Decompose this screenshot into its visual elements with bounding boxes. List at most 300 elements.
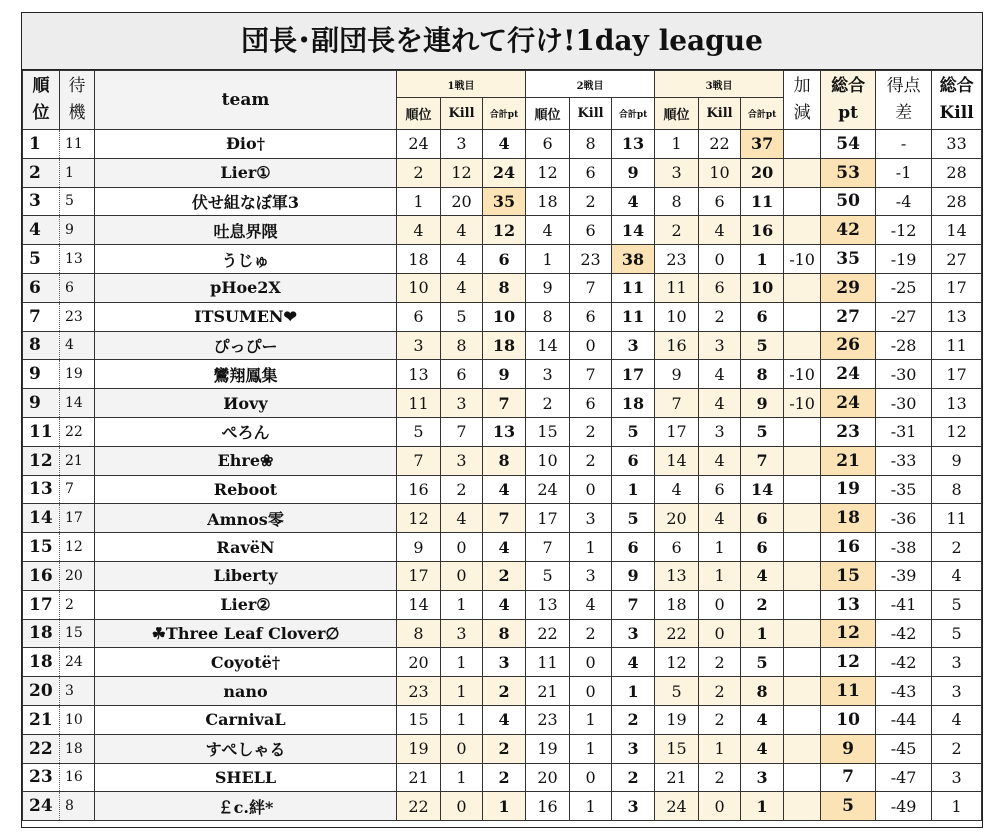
r1-kill-cell: 4 (441, 245, 483, 274)
r2-total-cell: 2 (612, 763, 655, 792)
r3-kill-cell: 4 (699, 446, 741, 475)
team-cell: CarnivaL (95, 705, 397, 734)
r2-kill-cell: 1 (570, 734, 612, 763)
table-row (23, 763, 982, 792)
adjust-cell (784, 331, 821, 360)
r3-rank-cell: 11 (655, 273, 699, 302)
r3-rank-cell: 2 (655, 216, 699, 245)
total-kill-cell: 2 (932, 533, 982, 562)
total-kill-cell: 33 (932, 130, 982, 159)
wait-cell: 18 (60, 734, 95, 763)
total-kill-cell: 27 (932, 245, 982, 274)
r2-total-cell: 6 (612, 446, 655, 475)
r2-total-cell: 5 (612, 417, 655, 446)
diff-cell: -33 (876, 446, 932, 475)
table-row (23, 648, 982, 677)
total-kill-cell: 13 (932, 302, 982, 331)
r1-kill-cell: 5 (441, 302, 483, 331)
r2-kill-cell: 7 (570, 360, 612, 389)
total-pt-cell: 26 (821, 331, 876, 360)
r1-total-cell: 4 (483, 475, 526, 504)
diff-cell: -25 (876, 273, 932, 302)
r1-total-cell: 18 (483, 331, 526, 360)
table-row (23, 389, 982, 418)
r2-total-cell: 6 (612, 533, 655, 562)
r1-rank-cell: 21 (397, 763, 441, 792)
header-r2-total: 合計pt (612, 98, 655, 130)
total-kill-cell: 9 (932, 446, 982, 475)
diff-cell: -38 (876, 533, 932, 562)
r2-rank-cell: 10 (526, 446, 570, 475)
standings-table (22, 70, 982, 821)
r1-rank-cell: 23 (397, 677, 441, 706)
rank-cell: 3 (23, 187, 60, 216)
r2-kill-cell: 3 (570, 504, 612, 533)
diff-cell: -4 (876, 187, 932, 216)
r1-total-cell: 9 (483, 360, 526, 389)
table-row (23, 158, 982, 187)
r3-kill-cell: 4 (699, 504, 741, 533)
header-adjust: 加 減 (784, 71, 821, 130)
r2-total-cell: 4 (612, 648, 655, 677)
adjust-cell (784, 273, 821, 302)
total-pt-cell: 11 (821, 677, 876, 706)
r1-total-cell: 8 (483, 273, 526, 302)
r2-kill-cell: 1 (570, 705, 612, 734)
adjust-cell: -10 (784, 389, 821, 418)
wait-cell: 4 (60, 331, 95, 360)
rank-cell: 7 (23, 302, 60, 331)
r3-kill-cell: 1 (699, 734, 741, 763)
r2-rank-cell: 2 (526, 389, 570, 418)
diff-cell: -1 (876, 158, 932, 187)
table-row (23, 417, 982, 446)
r1-rank-cell: 14 (397, 590, 441, 619)
total-kill-cell: 12 (932, 417, 982, 446)
r1-rank-cell: 1 (397, 187, 441, 216)
r1-rank-cell: 15 (397, 705, 441, 734)
r1-kill-cell: 20 (441, 187, 483, 216)
diff-cell: -47 (876, 763, 932, 792)
diff-cell: -35 (876, 475, 932, 504)
table-row (23, 130, 982, 159)
r3-total-cell: 1 (741, 619, 784, 648)
header-r1-rank: 順位 (397, 98, 441, 130)
r1-total-cell: 6 (483, 245, 526, 274)
r3-kill-cell: 3 (699, 331, 741, 360)
r3-rank-cell: 20 (655, 504, 699, 533)
diff-cell: -39 (876, 561, 932, 590)
r2-rank-cell: 16 (526, 792, 570, 821)
team-cell: ぴっぴー (95, 331, 397, 360)
r3-total-cell: 14 (741, 475, 784, 504)
header-r1-kill: Kill (441, 98, 483, 130)
r2-rank-cell: 19 (526, 734, 570, 763)
r2-kill-cell: 2 (570, 446, 612, 475)
r2-rank-cell: 4 (526, 216, 570, 245)
r2-total-cell: 7 (612, 590, 655, 619)
adjust-cell (784, 792, 821, 821)
table-row (23, 302, 982, 331)
r3-rank-cell: 10 (655, 302, 699, 331)
r3-total-cell: 5 (741, 648, 784, 677)
r1-rank-cell: 7 (397, 446, 441, 475)
header-round2: 2戦目 (526, 71, 655, 98)
diff-cell: -36 (876, 504, 932, 533)
r1-rank-cell: 12 (397, 504, 441, 533)
total-kill-cell: 13 (932, 389, 982, 418)
team-cell: Lier② (95, 590, 397, 619)
r1-kill-cell: 0 (441, 792, 483, 821)
r1-rank-cell: 11 (397, 389, 441, 418)
r2-rank-cell: 11 (526, 648, 570, 677)
r2-rank-cell: 13 (526, 590, 570, 619)
r1-total-cell: 4 (483, 130, 526, 159)
r3-total-cell: 9 (741, 389, 784, 418)
total-kill-cell: 11 (932, 331, 982, 360)
r2-total-cell: 11 (612, 302, 655, 331)
r3-kill-cell: 2 (699, 763, 741, 792)
r3-rank-cell: 1 (655, 130, 699, 159)
rank-cell: 17 (23, 590, 60, 619)
rank-cell: 23 (23, 763, 60, 792)
total-pt-cell: 10 (821, 705, 876, 734)
total-kill-cell: 28 (932, 158, 982, 187)
wait-cell: 17 (60, 504, 95, 533)
header-r1-total: 合計pt (483, 98, 526, 130)
total-kill-cell: 17 (932, 360, 982, 389)
r2-kill-cell: 0 (570, 475, 612, 504)
diff-cell: -30 (876, 360, 932, 389)
r2-total-cell: 1 (612, 475, 655, 504)
team-cell: RavëN (95, 533, 397, 562)
r2-kill-cell: 23 (570, 245, 612, 274)
r2-rank-cell: 7 (526, 533, 570, 562)
r1-rank-cell: 9 (397, 533, 441, 562)
total-pt-cell: 24 (821, 360, 876, 389)
r2-kill-cell: 1 (570, 533, 612, 562)
r1-rank-cell: 13 (397, 360, 441, 389)
r1-total-cell: 24 (483, 158, 526, 187)
r3-total-cell: 10 (741, 273, 784, 302)
diff-cell: -30 (876, 389, 932, 418)
r3-rank-cell: 15 (655, 734, 699, 763)
r3-total-cell: 1 (741, 245, 784, 274)
r1-kill-cell: 3 (441, 619, 483, 648)
total-kill-cell: 17 (932, 273, 982, 302)
rank-cell: 1 (23, 130, 60, 159)
r3-rank-cell: 5 (655, 677, 699, 706)
team-cell: ☘Three Leaf Clover∅ (95, 619, 397, 648)
team-cell: Ðio† (95, 130, 397, 159)
team-cell: 鸞翔鳳集 (95, 360, 397, 389)
rank-cell: 11 (23, 417, 60, 446)
r1-rank-cell: 5 (397, 417, 441, 446)
r1-rank-cell: 24 (397, 130, 441, 159)
total-pt-cell: 23 (821, 417, 876, 446)
r2-rank-cell: 8 (526, 302, 570, 331)
total-kill-cell: 3 (932, 648, 982, 677)
rank-cell: 13 (23, 475, 60, 504)
r2-rank-cell: 22 (526, 619, 570, 648)
r3-rank-cell: 19 (655, 705, 699, 734)
rank-cell: 14 (23, 504, 60, 533)
r3-total-cell: 16 (741, 216, 784, 245)
team-cell: Coyotë† (95, 648, 397, 677)
rank-cell: 8 (23, 331, 60, 360)
r3-rank-cell: 9 (655, 360, 699, 389)
total-pt-cell: 21 (821, 446, 876, 475)
table-row (23, 734, 982, 763)
wait-cell: 19 (60, 360, 95, 389)
table-row (23, 216, 982, 245)
r3-total-cell: 7 (741, 446, 784, 475)
r3-total-cell: 8 (741, 360, 784, 389)
r2-rank-cell: 17 (526, 504, 570, 533)
total-pt-cell: 7 (821, 763, 876, 792)
r3-total-cell: 5 (741, 331, 784, 360)
team-cell: pHoe2X (95, 273, 397, 302)
r3-kill-cell: 1 (699, 561, 741, 590)
r2-rank-cell: 14 (526, 331, 570, 360)
header-wait: 待 機 (60, 71, 95, 130)
diff-cell: -28 (876, 331, 932, 360)
r1-kill-cell: 1 (441, 648, 483, 677)
r2-rank-cell: 1 (526, 245, 570, 274)
r3-kill-cell: 6 (699, 273, 741, 302)
header-round3: 3戦目 (655, 71, 784, 98)
r2-kill-cell: 8 (570, 130, 612, 159)
adjust-cell (784, 504, 821, 533)
table-row (23, 187, 982, 216)
r3-kill-cell: 22 (699, 130, 741, 159)
r1-kill-cell: 12 (441, 158, 483, 187)
adjust-cell (784, 158, 821, 187)
r1-rank-cell: 20 (397, 648, 441, 677)
rank-cell: 9 (23, 389, 60, 418)
adjust-cell (784, 734, 821, 763)
table-row (23, 475, 982, 504)
r2-kill-cell: 2 (570, 187, 612, 216)
total-pt-cell: 19 (821, 475, 876, 504)
adjust-cell (784, 677, 821, 706)
team-cell: ITSUMEN❤ (95, 302, 397, 331)
diff-cell: -45 (876, 734, 932, 763)
r3-kill-cell: 0 (699, 245, 741, 274)
rank-cell: 9 (23, 360, 60, 389)
total-pt-cell: 5 (821, 792, 876, 821)
diff-cell: -44 (876, 705, 932, 734)
r2-total-cell: 9 (612, 158, 655, 187)
total-kill-cell: 2 (932, 734, 982, 763)
r3-kill-cell: 6 (699, 187, 741, 216)
r2-total-cell: 13 (612, 130, 655, 159)
rank-cell: 18 (23, 619, 60, 648)
team-cell: ￡c.絆* (95, 792, 397, 821)
r2-rank-cell: 5 (526, 561, 570, 590)
total-kill-cell: 14 (932, 216, 982, 245)
r2-rank-cell: 6 (526, 130, 570, 159)
total-pt-cell: 27 (821, 302, 876, 331)
wait-cell: 10 (60, 705, 95, 734)
standings-sheet (21, 12, 983, 828)
r2-rank-cell: 18 (526, 187, 570, 216)
total-pt-cell: 13 (821, 590, 876, 619)
table-row (23, 677, 982, 706)
adjust-cell (784, 417, 821, 446)
total-kill-cell: 8 (932, 475, 982, 504)
table-row (23, 792, 982, 821)
total-kill-cell: 4 (932, 561, 982, 590)
r2-total-cell: 5 (612, 504, 655, 533)
adjust-cell (784, 302, 821, 331)
r1-kill-cell: 1 (441, 677, 483, 706)
r1-kill-cell: 3 (441, 389, 483, 418)
r2-kill-cell: 3 (570, 561, 612, 590)
r1-total-cell: 35 (483, 187, 526, 216)
r1-total-cell: 8 (483, 619, 526, 648)
r3-kill-cell: 3 (699, 417, 741, 446)
header-diff: 得点 差 (876, 71, 932, 130)
team-cell: Amnos零 (95, 504, 397, 533)
r1-rank-cell: 4 (397, 216, 441, 245)
wait-cell: 7 (60, 475, 95, 504)
r1-kill-cell: 1 (441, 590, 483, 619)
header-r3-kill: Kill (699, 98, 741, 130)
r2-kill-cell: 0 (570, 763, 612, 792)
header-r2-rank: 順位 (526, 98, 570, 130)
r1-kill-cell: 7 (441, 417, 483, 446)
r3-kill-cell: 0 (699, 619, 741, 648)
r3-rank-cell: 4 (655, 475, 699, 504)
r1-total-cell: 4 (483, 533, 526, 562)
adjust-cell (784, 705, 821, 734)
wait-cell: 15 (60, 619, 95, 648)
r3-total-cell: 5 (741, 417, 784, 446)
adjust-cell (784, 446, 821, 475)
table-row (23, 446, 982, 475)
team-cell: すぺしゃる (95, 734, 397, 763)
r3-kill-cell: 10 (699, 158, 741, 187)
r1-total-cell: 2 (483, 734, 526, 763)
r3-rank-cell: 13 (655, 561, 699, 590)
rank-cell: 22 (23, 734, 60, 763)
r1-rank-cell: 10 (397, 273, 441, 302)
team-cell: Reboot (95, 475, 397, 504)
total-kill-cell: 5 (932, 590, 982, 619)
r1-rank-cell: 6 (397, 302, 441, 331)
r3-kill-cell: 2 (699, 705, 741, 734)
table-row (23, 561, 982, 590)
total-pt-cell: 24 (821, 389, 876, 418)
r1-kill-cell: 4 (441, 216, 483, 245)
header-total-kill: 総合 Kill (932, 71, 982, 130)
r3-rank-cell: 14 (655, 446, 699, 475)
r1-total-cell: 10 (483, 302, 526, 331)
r1-kill-cell: 1 (441, 705, 483, 734)
rank-cell: 16 (23, 561, 60, 590)
adjust-cell (784, 561, 821, 590)
r2-kill-cell: 7 (570, 273, 612, 302)
wait-cell: 6 (60, 273, 95, 302)
r3-total-cell: 6 (741, 302, 784, 331)
diff-cell: -19 (876, 245, 932, 274)
r3-rank-cell: 22 (655, 619, 699, 648)
r1-total-cell: 2 (483, 561, 526, 590)
r2-rank-cell: 24 (526, 475, 570, 504)
r2-kill-cell: 1 (570, 792, 612, 821)
r2-kill-cell: 0 (570, 331, 612, 360)
r1-rank-cell: 8 (397, 619, 441, 648)
total-kill-cell: 3 (932, 677, 982, 706)
rank-cell: 5 (23, 245, 60, 274)
adjust-cell (784, 475, 821, 504)
total-kill-cell: 4 (932, 705, 982, 734)
r2-total-cell: 11 (612, 273, 655, 302)
r2-kill-cell: 6 (570, 389, 612, 418)
r3-total-cell: 4 (741, 561, 784, 590)
wait-cell: 3 (60, 677, 95, 706)
rank-cell: 12 (23, 446, 60, 475)
r1-kill-cell: 6 (441, 360, 483, 389)
total-pt-cell: 29 (821, 273, 876, 302)
table-row (23, 590, 982, 619)
adjust-cell (784, 648, 821, 677)
r1-kill-cell: 4 (441, 273, 483, 302)
r3-kill-cell: 0 (699, 590, 741, 619)
adjust-cell (784, 187, 821, 216)
total-pt-cell: 15 (821, 561, 876, 590)
r1-rank-cell: 22 (397, 792, 441, 821)
r2-total-cell: 9 (612, 561, 655, 590)
r2-total-cell: 4 (612, 187, 655, 216)
r3-total-cell: 6 (741, 533, 784, 562)
total-kill-cell: 1 (932, 792, 982, 821)
r2-total-cell: 1 (612, 677, 655, 706)
diff-cell: -42 (876, 648, 932, 677)
r3-kill-cell: 6 (699, 475, 741, 504)
r3-rank-cell: 24 (655, 792, 699, 821)
total-kill-cell: 28 (932, 187, 982, 216)
table-row (23, 245, 982, 274)
total-kill-cell: 11 (932, 504, 982, 533)
r3-kill-cell: 4 (699, 216, 741, 245)
r3-rank-cell: 12 (655, 648, 699, 677)
table-row (23, 533, 982, 562)
r3-total-cell: 3 (741, 763, 784, 792)
r3-kill-cell: 4 (699, 360, 741, 389)
wait-cell: 8 (60, 792, 95, 821)
wait-cell: 24 (60, 648, 95, 677)
r1-kill-cell: 0 (441, 734, 483, 763)
team-cell: Lier① (95, 158, 397, 187)
r1-total-cell: 7 (483, 504, 526, 533)
diff-cell: -42 (876, 619, 932, 648)
team-cell: Ehre❀ (95, 446, 397, 475)
team-cell: Liberty (95, 561, 397, 590)
r3-rank-cell: 16 (655, 331, 699, 360)
r1-total-cell: 12 (483, 216, 526, 245)
r2-rank-cell: 3 (526, 360, 570, 389)
r1-kill-cell: 8 (441, 331, 483, 360)
r3-kill-cell: 0 (699, 792, 741, 821)
header-team: team (95, 71, 397, 130)
r2-rank-cell: 9 (526, 273, 570, 302)
wait-cell: 5 (60, 187, 95, 216)
header-r2-kill: Kill (570, 98, 612, 130)
team-cell: ぺろん (95, 417, 397, 446)
team-cell: うじゅ (95, 245, 397, 274)
